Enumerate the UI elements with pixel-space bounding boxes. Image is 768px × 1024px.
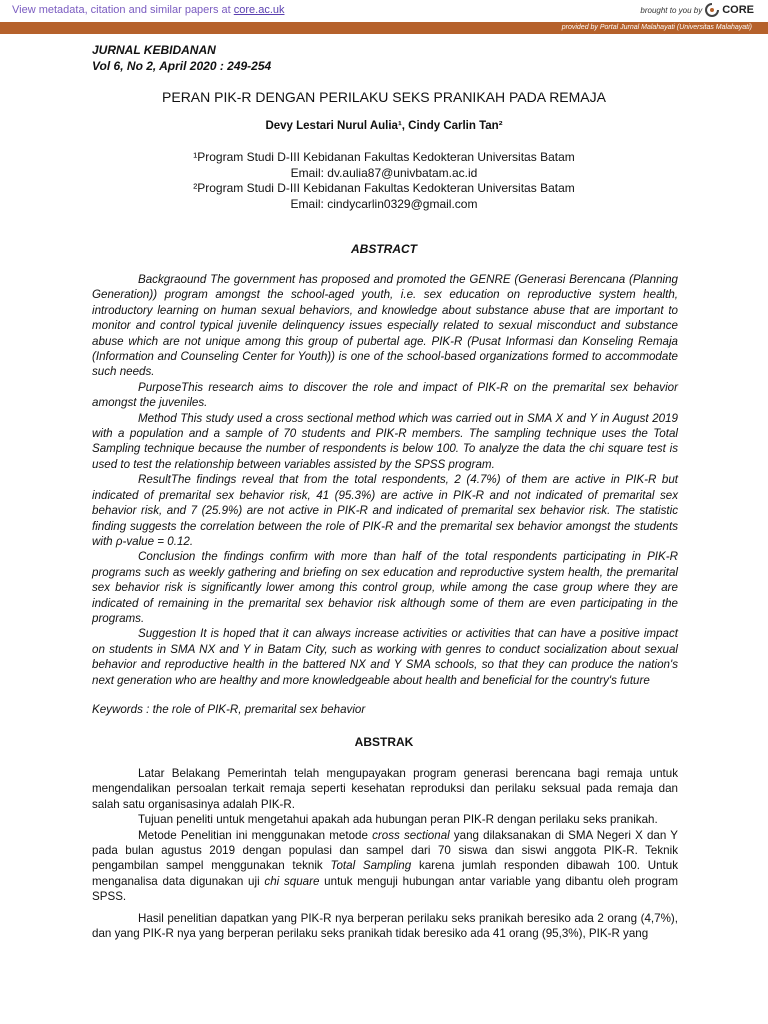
journal-header	[92, 42, 271, 74]
abstract-background: Backgraound The government has proposed and promoted the GENRE (Generasi Berencana (Planning Generation)) program amongst the school-aged youth, i.e. sex education on reproductive system health, introductory learning on human sexual behaviors, and knowledge about substance abuse that are important to monitor and control typical juvenile delinquency issues especially related to sexual misconduct and substance abuse which are not unique among this group of pubertal age. PIK-R (Pusat Informasi dan Konseling Remaja (Information and Counseling Center for Youth)) is one of the school-based organizations formed to accommodate such needs.	[92, 273, 678, 379]
journal-volume: Vol 6, No 2, April 2020 : 249-254	[92, 59, 272, 73]
brought-by[interactable]	[640, 3, 754, 17]
abstract-suggestion: Suggestion It is hoped that it can always increase activities or activities that can have a positive impact on students in SMA NX and Y in Batam City, such as working with genres to conduct socialization about sexual behavior and reproductive health in the battered NX and Y SMA schools, so that they can produce the nation's next generation who are healthy and more knowledgeable about health and beneficial for the country's future	[92, 627, 678, 687]
abstract-method: Method This study used a cross sectional method which was carried out in SMA X and Y in August 2019 with a population and a sample of 70 students and PIK-R members. The sampling technique uses the Total Sampling technique because the number of respondents is below 100. To analyze the data the chi square test is used to test the relationship between variables assisted by the SPSS program.	[92, 411, 678, 471]
abstrak-heading: ABSTRAK	[354, 735, 414, 749]
affiliations	[0, 150, 768, 212]
abstrak-metode: Metode Penelitian ini menggunakan metode cross sectional yang dilaksanakan di SMA Negeri X dan Y pada bulan agustus 2019 dengan populasi dan sampel dari 70 siswa dan siswi anggota PIK-R. Teknik pengambilan sampel menggunakan teknik Total Sampling karena jumlah responden dibawah 100. Untuk menganalisa data digunakan uji chi square untuk menguji hubungan antar variable yang dibantu oleh program SPSS.	[92, 828, 678, 904]
metadata-link[interactable]	[12, 4, 285, 16]
core-logo-icon	[705, 3, 719, 17]
abstrak-tujuan: Tujuan peneliti untuk mengetahui apakah ada hubungan peran PIK-R dengan perilaku seks pranikah.	[138, 813, 658, 827]
abstract-heading: ABSTRACT	[351, 242, 417, 256]
keywords: Keywords : the role of PIK-R, premarital sex behavior	[92, 703, 366, 716]
brought-by-text: brought to you by	[640, 5, 703, 15]
abstract-body	[92, 272, 678, 688]
journal-name: JURNAL KEBIDANAN	[92, 43, 216, 57]
abstrak-latar-belakang: Latar Belakang Pemerintah telah mengupayakan program generasi berencana bagi remaja untuk mengendalikan persoalan terkait remaja seperti kesehatan reproduksi dan perilaku seksual pada remaja dan salah satu organisasinya adalah PIK-R.	[92, 767, 678, 811]
abstract-conclusion: Conclusion the findings confirm with more than half of the total respondents participating in PIK-R programs such as weekly gathering and briefing on sex education and reproductive system health, the premarital sex behavior risk is significantly lower among this control group, while among the case group where they are indicated of remaining in the premarital sex behavior risk although some of them are even participating in the programs.	[92, 550, 678, 625]
abstrak-body	[92, 766, 678, 941]
provided-by-bar	[0, 22, 768, 34]
paper-title: PERAN PIK-R DENGAN PERILAKU SEKS PRANIKAH PADA REMAJA	[162, 89, 606, 105]
core-ac-uk-link[interactable]: core.ac.uk	[233, 4, 285, 16]
core-top-banner	[0, 0, 768, 23]
email-1: Email: dv.aulia87@univbatam.ac.id	[290, 165, 478, 180]
abstrak-hasil: Hasil penelitian dapatkan yang PIK-R nya berperan perilaku seks pranikah beresiko ada 2 orang (4,7%), dan yang PIK-R nya yang berperan perilaku seks pranikah tidak beresiko ada 41 orang (95,3%), PIK-R yang	[92, 911, 678, 941]
email-2: Email: cindycarlin0329@gmail.com	[290, 196, 478, 211]
paper-authors: Devy Lestari Nurul Aulia¹, Cindy Carlin Tan²	[265, 120, 503, 132]
provided-by-text[interactable]: provided by Portal Jurnal Malahayati (Universitas Malahayati)	[561, 24, 752, 31]
metadata-prefix: View metadata, citation and similar papers at	[12, 4, 234, 16]
affiliation-2: ²Program Studi D-III Kebidanan Fakultas Kedokteran Universitas Batam	[193, 181, 575, 195]
abstract-purpose: PurposeThis research aims to discover the role and impact of PIK-R on the premarital sex behavior amongst the juveniles.	[92, 380, 678, 410]
affiliation-1: ¹Program Studi D-III Kebidanan Fakultas Kedokteran Universitas Batam	[193, 150, 575, 164]
core-label: CORE	[722, 4, 754, 16]
abstract-result: ResultThe findings reveal that from the total respondents, 2 (4.7%) of them are active in PIK-R but indicated of premarital sex behavior risk, 41 (95.3%) are active in PIK-R and not indicated of premarital sex behavior risk, and 7 (25.9%) are not active in PIK-R and indicated of premarital sex behavior risk. The statistic finding suggests the correlation between the role of PIK-R and the premarital sex behavior amongst the students with ρ-value = 0.12.	[92, 473, 678, 548]
